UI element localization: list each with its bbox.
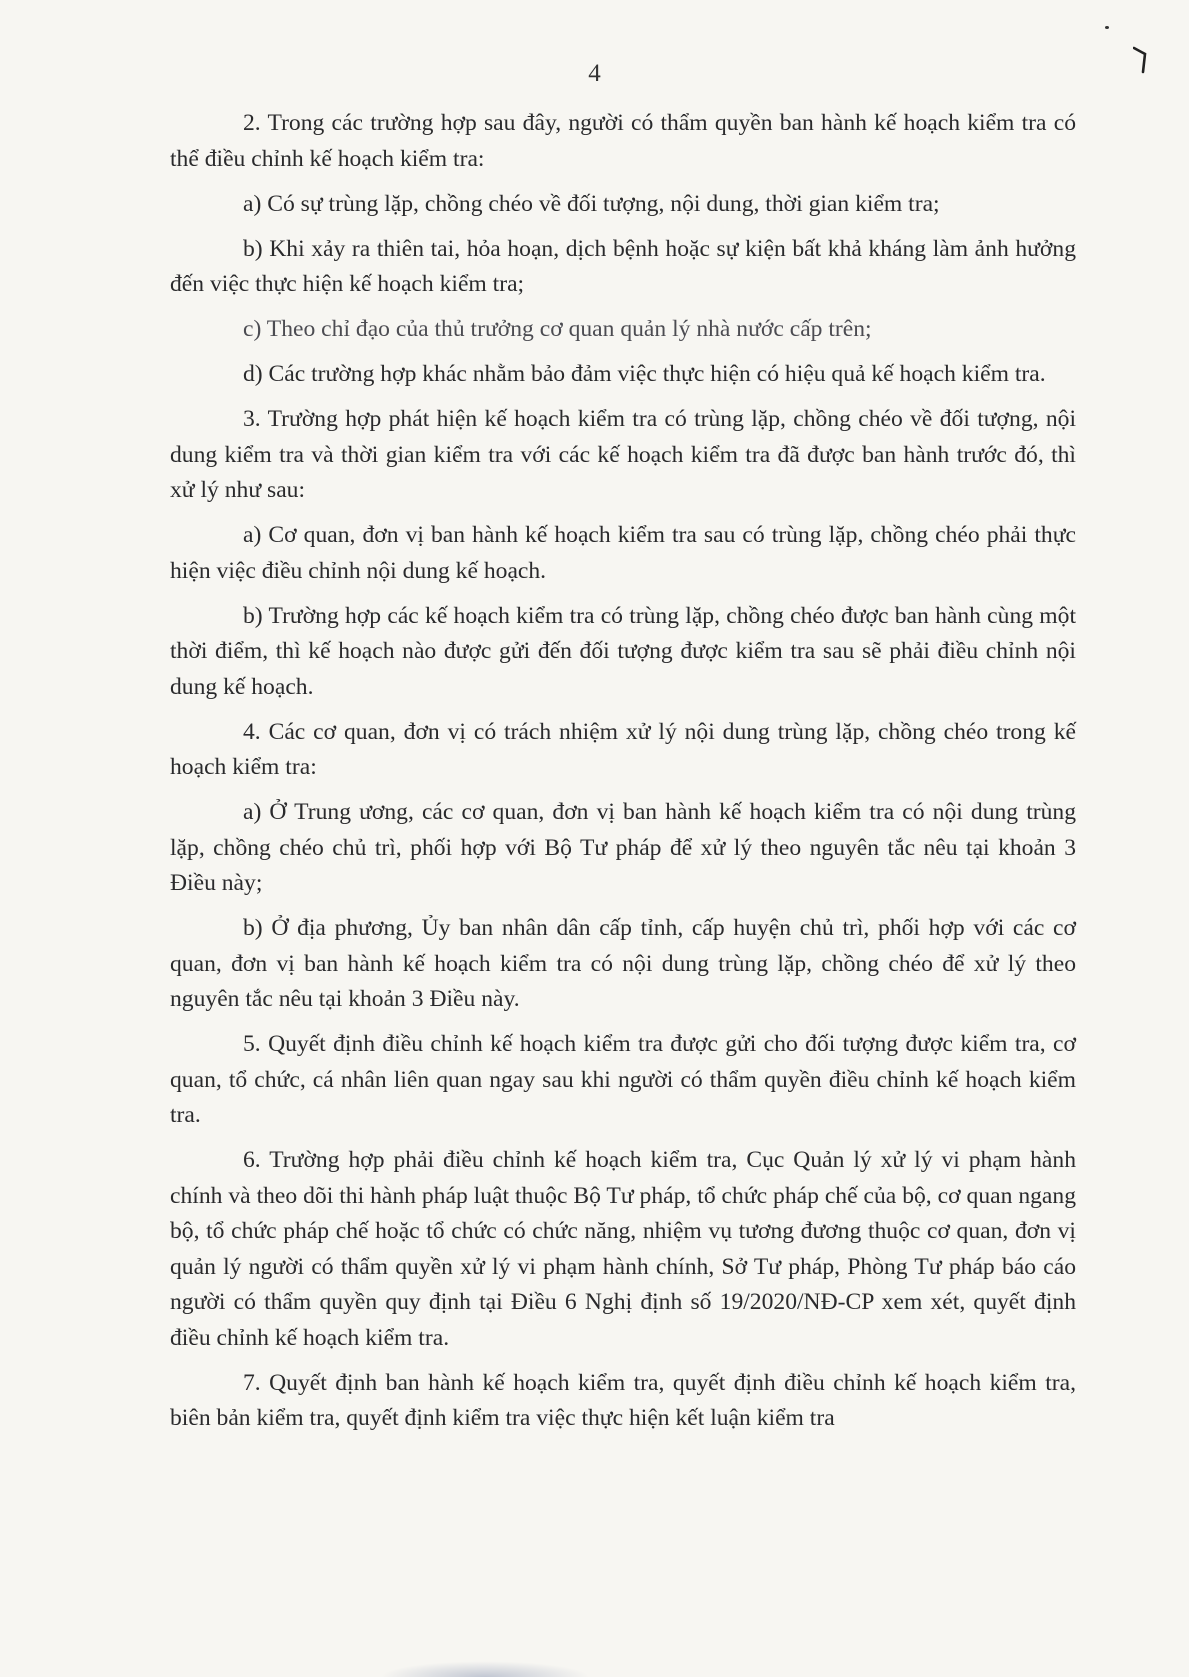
scan-artifact-smudge (380, 1661, 590, 1677)
paragraph-2a: a) Có sự trùng lặp, chồng chéo về đối tượng, nội dung, thời gian kiểm tra; (243, 190, 940, 217)
paragraph-2c: c) Theo chỉ đạo của thủ trưởng cơ quan quản lý nhà nước cấp trên; (243, 316, 872, 342)
document-body (170, 106, 1076, 1446)
paragraph-6: 6. Trường hợp phải điều chỉnh kế hoạch kiểm tra, Cục Quản lý xử lý vi phạm hành chính và theo dõi thi hành pháp luật thuộc Bộ Tư pháp, tổ chức pháp chế của bộ, cơ quan ngang bộ, tổ chức pháp chế hoặc tổ chức có chức năng, nhiệm vụ tương đương thuộc cơ quan, đơn vị quản lý người có thẩm quyền xử lý vi phạm hành chính, Sở Tư pháp, Phòng Tư pháp báo cáo người có thẩm quyền quy định tại Điều 6 Nghị định số 19/2020/NĐ-CP xem xét, quyết định điều chỉnh kế hoạch kiểm tra. (170, 1147, 1076, 1351)
page-number: 4 (588, 60, 601, 87)
paragraph-4: 4. Các cơ quan, đơn vị có trách nhiệm xử lý nội dung trùng lặp, chồng chéo trong kế hoạch kiểm tra: (170, 718, 1076, 780)
paragraph-4b: b) Ở địa phương, Ủy ban nhân dân cấp tỉnh, cấp huyện chủ trì, phối hợp với các cơ quan, đơn vị ban hành kế hoạch kiểm tra có nội dung trùng lặp, chồng chéo để xử lý theo nguyên tắc nêu tại khoản 3 Điều này. (170, 915, 1076, 1012)
paragraph-2b: b) Khi xảy ra thiên tai, hỏa hoạn, dịch bệnh hoặc sự kiện bất khả kháng làm ảnh hưởng đến việc thực hiện kế hoạch kiểm tra; (170, 235, 1076, 297)
paragraph-5: 5. Quyết định điều chỉnh kế hoạch kiểm tra được gửi cho đối tượng được kiểm tra, cơ quan, tổ chức, cá nhân liên quan ngay sau khi người có thẩm quyền điều chỉnh kế hoạch kiểm tra. (170, 1031, 1076, 1128)
paragraph-4a: a) Ở Trung ương, các cơ quan, đơn vị ban hành kế hoạch kiểm tra có nội dung trùng lặp, chồng chéo chủ trì, phối hợp với Bộ Tư pháp để xử lý theo nguyên tắc nêu tại khoản 3 Điều này; (170, 799, 1076, 896)
paragraph-7: 7. Quyết định ban hành kế hoạch kiểm tra, quyết định điều chỉnh kế hoạch kiểm tra, biên bản kiểm tra, quyết định kiểm tra việc thực hiện kết luận kiểm tra (170, 1369, 1076, 1431)
paragraph-3a: a) Cơ quan, đơn vị ban hành kế hoạch kiểm tra sau có trùng lặp, chồng chéo phải thực hiện việc điều chỉnh nội dung kế hoạch. (170, 522, 1076, 584)
paragraph-2d: d) Các trường hợp khác nhằm bảo đảm việc thực hiện có hiệu quả kế hoạch kiểm tra. (243, 361, 1046, 387)
paragraph-3: 3. Trường hợp phát hiện kế hoạch kiểm tra có trùng lặp, chồng chéo về đối tượng, nội dung kiểm tra và thời gian kiểm tra với các kế hoạch kiểm tra đã được ban hành trước đó, thì xử lý như sau: (170, 406, 1076, 503)
paragraph-3b: b) Trường hợp các kế hoạch kiểm tra có trùng lặp, chồng chéo được ban hành cùng một thời điểm, thì kế hoạch nào được gửi đến đối tượng được kiểm tra sau sẽ phải điều chỉnh nội dung kế hoạch. (170, 602, 1076, 700)
paragraph-2: 2. Trong các trường hợp sau đây, người có thẩm quyền ban hành kế hoạch kiểm tra có thể điều chỉnh kế hoạch kiểm tra: (170, 110, 1076, 172)
scan-artifact-dot (1105, 26, 1109, 29)
